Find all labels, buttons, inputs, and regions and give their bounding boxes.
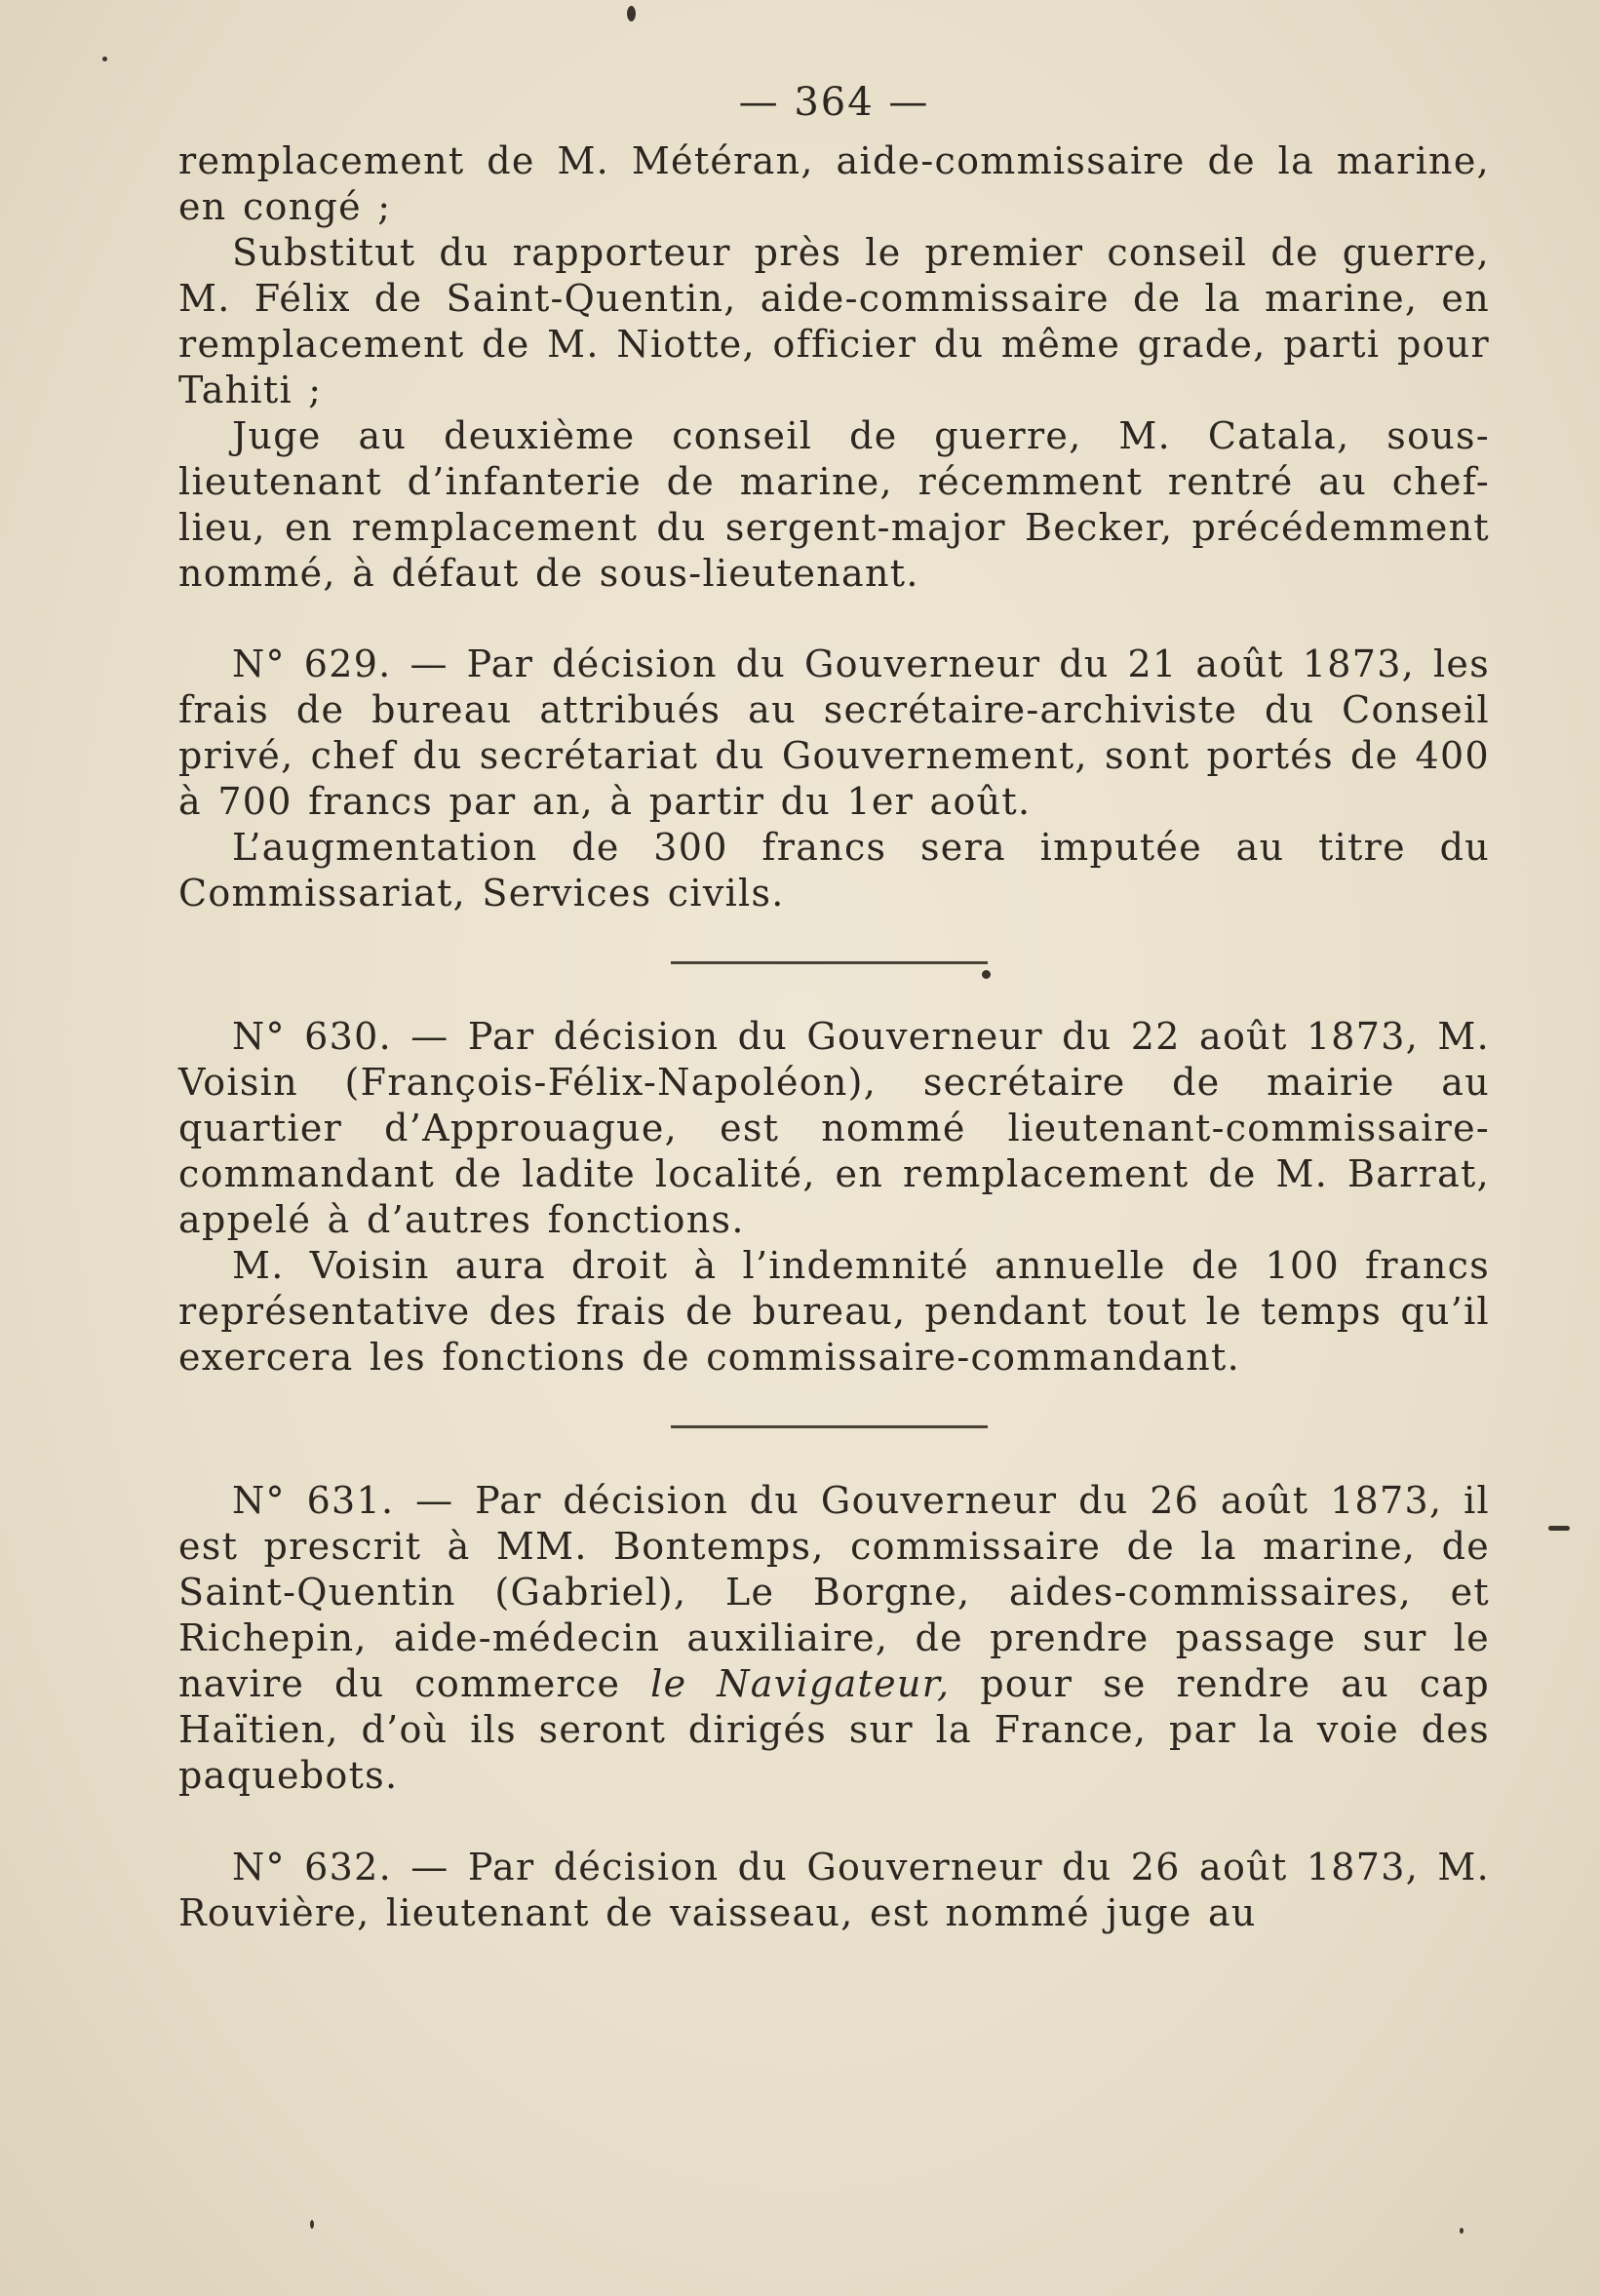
decision-630: N° 630. — Par décision du Gouverneur du 22 août 1873, M. Voisin (François-Félix-Napoléon), secrétaire de mairie au quartier d’Approuague, est nommé lieutenant-commissaire-commandant de ladite localité, en remplacement de M. Barrat, appelé à d’autres fonctions.: [178, 1015, 1490, 1241]
ship-name: le Navigateur,: [650, 1662, 951, 1705]
decision-629-note: L’augmentation de 300 francs sera imputée au titre du Commissariat, Services civils.: [178, 826, 1490, 915]
decision-632: N° 632. — Par décision du Gouverneur du 26 août 1873, M. Rouvière, lieutenant de vaisseau, est nommé juge au: [178, 1846, 1490, 1934]
scan-speck: [310, 2220, 314, 2229]
paragraph-continuation: remplacement de M. Météran, aide-commissaire de la marine, en congé ;: [178, 139, 1490, 228]
horizontal-rule: [671, 961, 988, 964]
decision-631: [178, 1478, 1490, 1799]
page-number: — 364 —: [738, 80, 930, 125]
paragraph-substitut: Substitut du rapporteur près le premier conseil de guerre, M. Félix de Saint-Quentin, aide-commissaire de la marine, en remplacement de M. Niotte, officier du même grade, parti pour Tahiti ;: [178, 231, 1490, 411]
spacer: [178, 1799, 1490, 1845]
page-content: [178, 78, 1490, 1936]
decision-631-text-a: N° 631. — Par décision du Gouverneur du 26 août 1873, il est prescrit à MM. Bontemps, commissaire de la marine, de Saint-Quentin (Gabriel), Le Borgne, aides-commissaires, et Richepin, aide-médecin auxiliaire, de prendre passage sur le navire du commerce: [178, 1479, 1490, 1705]
scan-speck: [1548, 1526, 1570, 1531]
decision-631-text-b: pour se rendre au cap Haïtien, d’où ils seront dirigés sur la France, par la voie des paquebots.: [178, 1662, 1490, 1797]
decision-629: N° 629. — Par décision du Gouverneur du 21 août 1873, les frais de bureau attribués au secrétaire-archiviste du Conseil privé, chef du secrétariat du Gouvernement, sont portés de 400 à 700 francs par an, à partir du 1er août.: [178, 642, 1490, 823]
decision-630-note: M. Voisin aura droit à l’indemnité annuelle de 100 francs représentative des frais de bureau, pendant tout le temps qu’il exercera les fonctions de commissaire-commandant.: [178, 1244, 1490, 1379]
section-separator: [178, 916, 1490, 1014]
horizontal-rule: [671, 1425, 988, 1428]
scan-speck: [1460, 2228, 1463, 2234]
spacer: [178, 597, 1490, 642]
section-separator: [178, 1381, 1490, 1478]
scan-speck: [982, 970, 991, 979]
paragraph-juge: Juge au deuxième conseil de guerre, M. Catala, sous-lieutenant d’infanterie de marine, récemment rentré au chef-lieu, en remplacement du sergent-major Becker, précédemment nommé, à défaut de sous-lieutenant.: [178, 414, 1490, 595]
scan-speck: [627, 6, 636, 21]
scan-speck: [102, 57, 107, 61]
